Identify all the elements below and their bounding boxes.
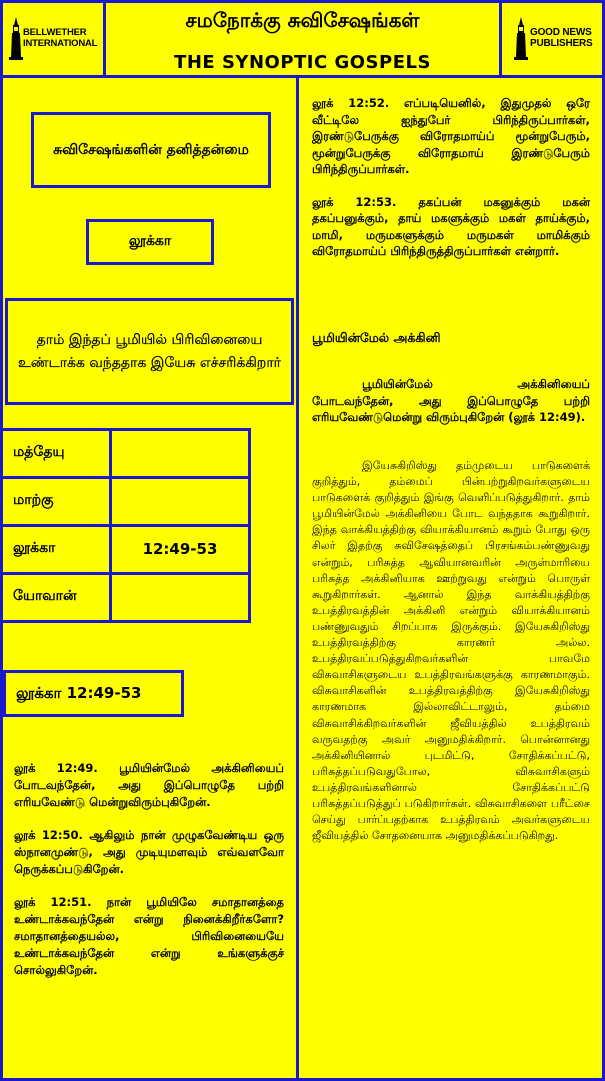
verse-12-49: லூக் 12:49. பூமியின்மேல் அக்கினியைப் போடவந்தேன், அது இப்பொழுதே பற்றி எரியவேண்டு மென்றுவிரும்புகிறேன். [14,761,284,809]
reference-row-matthew [3,431,248,479]
passage-reference: லூக்கா 12:49-53 [3,670,184,717]
reference-row-luke [3,527,248,575]
reference-row-john [3,575,248,623]
reference-row-mark [3,479,248,527]
reference-value: 12:49-53 [142,540,218,558]
verse-12-52: லூக் 12:52. எப்படியெனில், இதுமுதல் ஒரே வீட்டிலே ஐந்துபேர் பிரிந்திருப்பார்கள், இரண்டுபேருக்கு விரோதமாய்ப் மூன்றுபேரும், மூன்றுபேருக்கு விரோதமாய் இரண்டுபேரும் பிரிந்திருப்பார்கள். [312,96,590,176]
uniqueness-heading: சுவிசேஷங்களின் தனித்தன்மை [31,112,271,188]
reference-book: லூக்கா [13,540,56,556]
verse-12-50: லூக் 12:50. ஆகிலும் நான் முழுகவேண்டிய ஒரு ஸ்நானமுண்டு, அது முடியுமளவும் எவ்வளவோ நெருக்கப்படுகிறேன். [14,828,284,876]
commentary-text: இயேசுகிறிஸ்து தம்முடைய பாடுகளைக் குறித்தும், தம்மைப் பின்பற்றுகிறவர்களுடைய பாடுகளைக் குறித்தும் இங்கு வெளிப்படுத்துகிறார். தாம் பூமியின்மேல் அக்கினியை போட வந்ததாக கூறுகிறார். இந்த வாக்கியத்திற்கு வியாக்கியானம் கூறும் போது ஒரு சிலர் இதற்கு சுவிசேஷத்தைப் பிரசங்கம்பண்ணுவது என்றும், பரிசுத்த ஆவியானவரின் அருள்மாரியை பரிசுத்த அக்கினியாக ஊற்றுவது என்றும் பொருள் கூறுகிறார்கள். ஆனால் இந்த வாக்கியத்திற்கு உபத்திரவத்தின் அக்கினி என்றும் வியாக்கியானம் பண்ணுவதும் சிறப்பாக இருக்கும். இயேசுகிறிஸ்து உபத்திரவத்திற்கு காரணர் அல்ல. உபத்திரவப்படுத்துகிறவர்களின் பாவமே விசுவாசிகளுடைய உபத்திரவங்களுக்கு காரணமாகும். விசுவாசிகளின் உபத்திரவத்திற்கு இயேசுகிறிஸ்து காரணமாக இல்லாவிட்டாலும், தம்மை விசுவாசிக்கிறவர்களின் ஜீவியத்தில் உபத்திரவம் வருவதற்கு அவர் அனுமதிக்கிறார். பொன்னானது அக்கினியினால் புடமிட்டு, சோதிக்கப்பட்டு, பரிசுத்தப்படுவதுபோல, விசுவாசிகளும் உபத்திரவங்களினால் சோதிக்கப்பட்டு பரிசுத்தப்படுத்துப் படுகிறார்கள். விசுவாசிகளை பரீட்சை செய்து பார்ப்பதற்காக உபத்திரவம் அவர்களுடைய ஜீவியத்தில் சோதனையாக அனுமதிக்கப்படுகிறது. [312,459,590,843]
verse-12-53: லூக் 12:53. தகப்பன் மகனுக்கும் மகன் தகப்பனுக்கும், தாய் மகளுக்கும் மகள் தாய்க்கும், மாமி, மருமகளுக்கும் மருமகள் மாமிக்கும் விரோதமாய்ப் பிரிந்திருத்திருப்பார்கள் என்றார். [312,194,590,258]
bellwether-logo-text: BELLWETHER INTERNATIONAL [23,27,98,49]
gospel-heading: லூக்கா [86,219,214,265]
page-title-tamil: சமநோக்கு சுவிசேஷங்கள் [185,8,420,32]
key-quote: பூமியின்மேல் அக்கினியைப் போடவந்தேன், அது இப்பொழுதே பற்றி எரியவேண்டுமென்று விரும்புகிறேன் (லூக் 12:49). [312,377,590,424]
column-divider [296,78,299,1081]
reference-separator [109,431,112,476]
reference-book: யோவான் [13,588,77,604]
reference-book: மத்தேயு [13,444,65,460]
topic-heading: தாம் இந்தப் பூமியில் பிரிவினையை உண்டாக்க வந்ததாக இயேசு எச்சரிக்கிறார் [5,298,294,405]
reference-separator [109,575,112,623]
reference-table [3,428,251,623]
reference-separator [109,479,112,524]
left-verses [14,760,284,995]
right-verses [312,95,590,276]
good-news-logo-text: GOOD NEWS PUBLISHERS [530,27,593,49]
tower-icon [514,17,528,61]
good-news-logo [499,3,602,75]
bell-tower-icon [9,17,23,61]
reference-book: மாற்கு [13,492,54,508]
verse-12-51: லூக் 12:51. நான் பூமியிலே சமாதானத்தை உண்டாக்கவந்தேன் என்று நினைக்கிறீர்களோ? சமாதானத்தையல்ல, பிரிவினையையே உண்டாக்கவந்தேன் என்று உங்களுக்குச் சொல்லுகிறேன். [14,895,284,977]
bellwether-logo [3,3,106,75]
header [0,0,605,78]
section-heading: பூமியின்மேல் அக்கினி [312,330,441,345]
page-title-english: THE SYNOPTIC GOSPELS [174,52,431,73]
